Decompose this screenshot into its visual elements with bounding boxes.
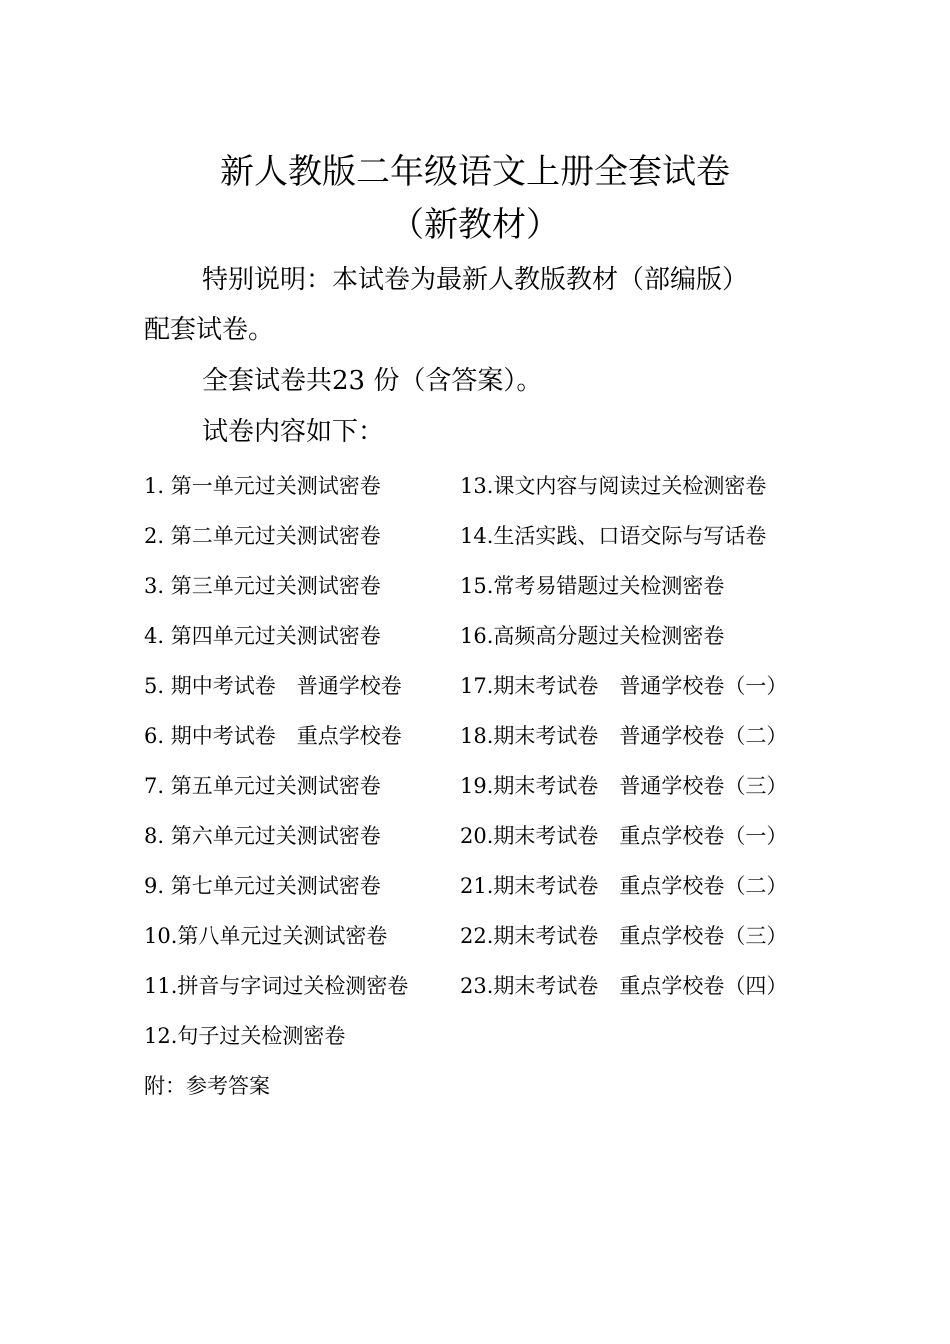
document-subtitle: （新教材） — [390, 205, 560, 245]
toc-row — [0, 671, 950, 701]
toc-item: 19.期末考试卷 普通学校卷（三） — [460, 774, 788, 798]
toc-item: 1. 第一单元过关测试密卷 — [144, 474, 381, 498]
toc-item: 20.期末考试卷 重点学校卷（一） — [460, 824, 788, 848]
toc-item: 17.期末考试卷 普通学校卷（一） — [460, 674, 788, 698]
toc-row — [0, 471, 950, 501]
toc-row — [0, 571, 950, 601]
contents-heading: 试卷内容如下： — [202, 417, 385, 447]
toc-item: 22.期末考试卷 重点学校卷（三） — [460, 924, 788, 948]
toc-row — [0, 771, 950, 801]
toc-row — [0, 821, 950, 851]
toc-item: 10.第八单元过关测试密卷 — [144, 924, 388, 948]
toc-item: 12.句子过关检测密卷 — [144, 1024, 346, 1048]
toc-item: 16.高频高分题过关检测密卷 — [460, 624, 725, 648]
toc-item: 5. 期中考试卷 普通学校卷 — [144, 674, 402, 698]
toc-item: 14.生活实践、口语交际与写话卷 — [460, 524, 767, 548]
toc-row — [0, 721, 950, 751]
special-note-line-1: 特别说明：本试卷为最新人教版教材（部编版） — [202, 265, 749, 295]
toc-item: 2. 第二单元过关测试密卷 — [144, 524, 381, 548]
toc-row — [0, 921, 950, 951]
toc-row — [0, 971, 950, 1001]
special-note-line-2: 配套试卷。 — [144, 315, 275, 345]
paper-count-line: 全套试卷共23 份（含答案）。 — [202, 366, 543, 396]
toc-item: 8. 第六单元过关测试密卷 — [144, 824, 381, 848]
toc-row — [0, 1021, 950, 1051]
toc-item: 21.期末考试卷 重点学校卷（二） — [460, 874, 788, 898]
toc-item: 9. 第七单元过关测试密卷 — [144, 874, 381, 898]
toc-row — [0, 621, 950, 651]
toc-item: 3. 第三单元过关测试密卷 — [144, 574, 381, 598]
toc-item: 15.常考易错题过关检测密卷 — [460, 574, 725, 598]
toc-item: 11.拼音与字词过关检测密卷 — [144, 974, 409, 998]
toc-item: 4. 第四单元过关测试密卷 — [144, 624, 381, 648]
toc-item: 6. 期中考试卷 重点学校卷 — [144, 724, 402, 748]
toc-item: 18.期末考试卷 普通学校卷（二） — [460, 724, 788, 748]
toc-item: 13.课文内容与阅读过关检测密卷 — [460, 474, 767, 498]
toc-row — [0, 521, 950, 551]
appendix-note: 附：参考答案 — [144, 1074, 270, 1098]
toc-item: 7. 第五单元过关测试密卷 — [144, 774, 381, 798]
toc-item: 23.期末考试卷 重点学校卷（四） — [460, 974, 788, 998]
toc-row — [0, 871, 950, 901]
document-title: 新人教版二年级语文上册全套试卷 — [220, 152, 730, 192]
